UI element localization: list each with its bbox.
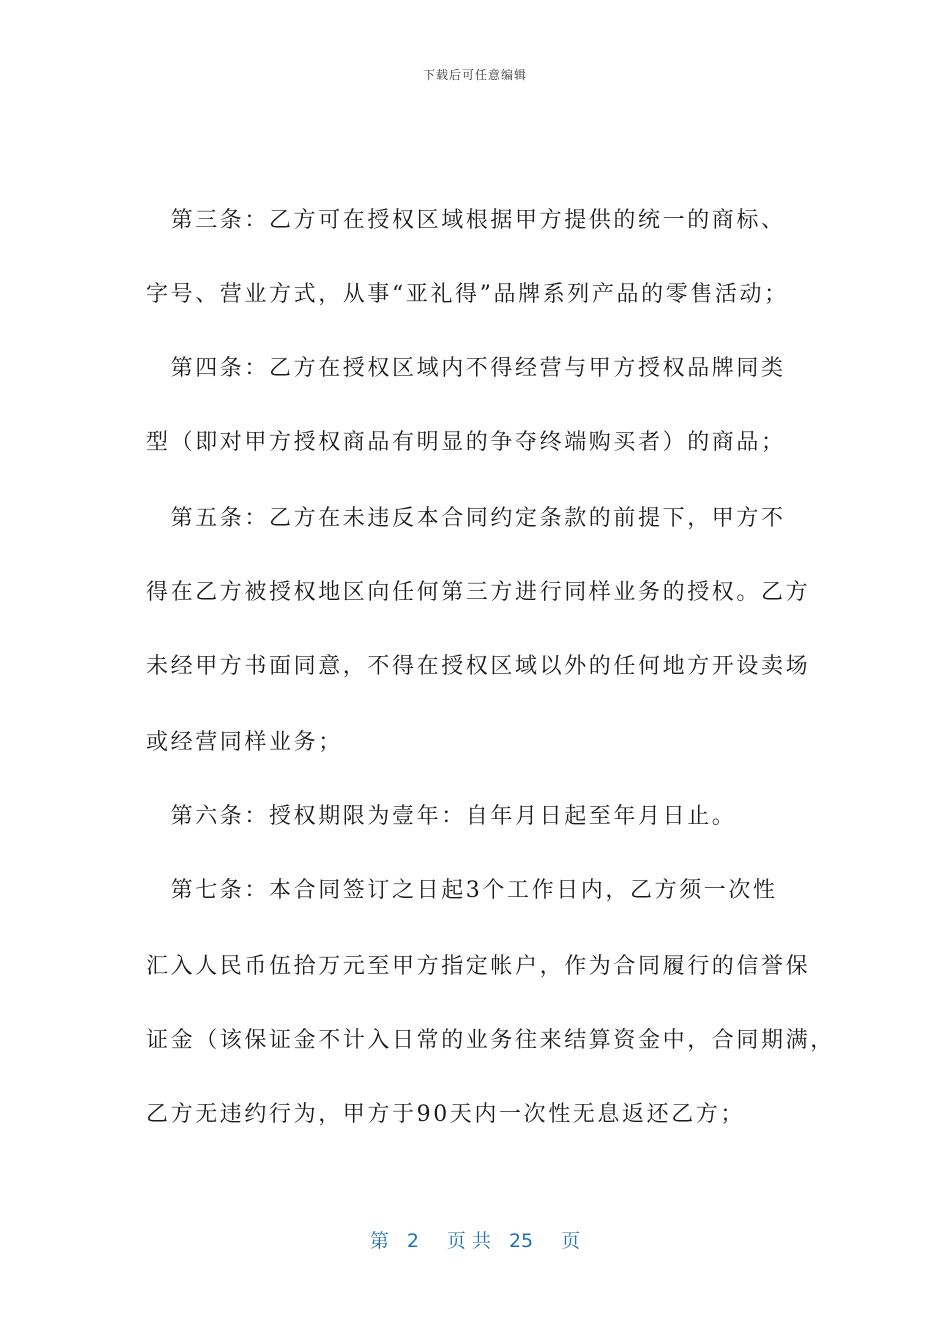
- page-header: 下载后可任意编辑: [422, 68, 527, 82]
- body-line-11: 汇入人民币伍拾万元至甲方指定帐户，作为合同履行的信誉保: [146, 954, 811, 979]
- footer-prefix: 第: [369, 1230, 389, 1252]
- body-line-6: 得在乙方被授权地区向任何第三方进行同样业务的授权。乙方: [146, 580, 811, 605]
- body-line-10: 第七条：本合同签订之日起3个工作日内，乙方须一次性: [146, 878, 778, 903]
- body-line-2: 字号、营业方式，从事“亚礼得”品牌系列产品的零售活动；: [146, 282, 789, 307]
- total-pages-number: 25: [508, 1230, 534, 1252]
- body-line-5: 第五条：乙方在未违反本合同约定条款的前提下，甲方不: [146, 506, 786, 531]
- body-line-13: 乙方无违约行为，甲方于90天内一次性无息返还乙方；: [146, 1102, 745, 1127]
- page-footer: [0, 1226, 950, 1253]
- body-line-4: 型（即对甲方授权商品有明显的争夺终端购买者）的商品；: [146, 430, 786, 455]
- body-line-8: 或经营同样业务；: [146, 730, 343, 755]
- footer-suffix: 页: [561, 1230, 581, 1252]
- body-line-12: 证金（该保证金不计入日常的业务往来结算资金中，合同期满，: [146, 1028, 835, 1053]
- footer-middle: 页 共: [446, 1230, 491, 1252]
- body-line-7: 未经甲方书面同意，不得在授权区域以外的任何地方开设卖场: [146, 654, 811, 679]
- current-page-number: 2: [406, 1230, 419, 1252]
- body-line-1: 第三条：乙方可在授权区域根据甲方提供的统一的商标、: [146, 208, 786, 233]
- body-line-9: 第六条：授权期限为壹年：自年月日起至年月日止。: [146, 804, 737, 829]
- body-line-3: 第四条：乙方在授权区域内不得经营与甲方授权品牌同类: [146, 356, 786, 381]
